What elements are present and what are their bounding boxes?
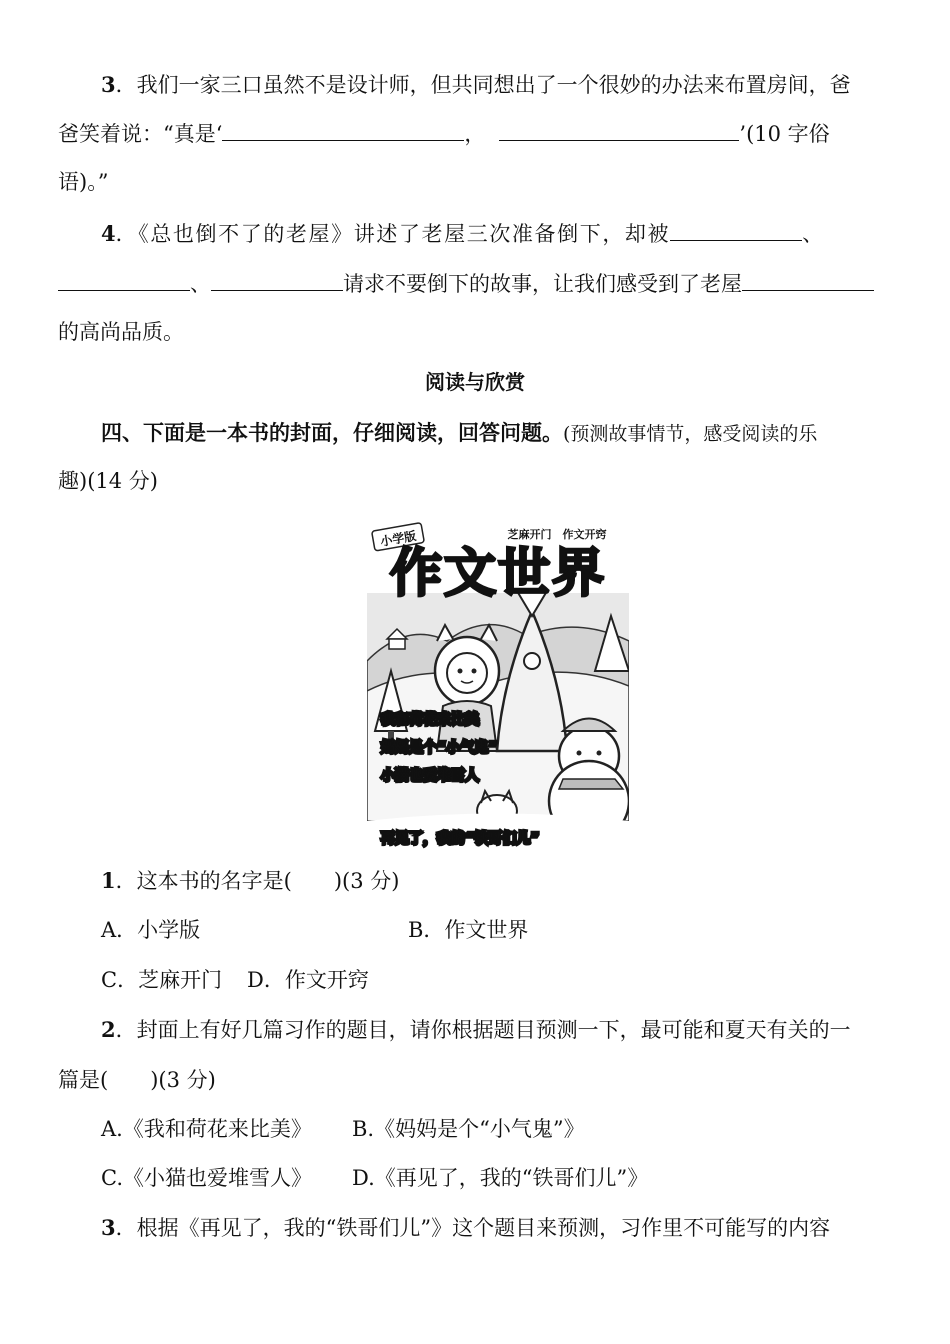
r2-question-line-2: 篇是( )(3 分) (58, 1068, 216, 1092)
r3-question-line-1: 3．根据《再见了，我的“铁哥们儿”》这个题目来预测，习作里不可能写的内容 (101, 1215, 831, 1240)
cover-slogan: 芝麻开门 作文开窍 (507, 528, 607, 541)
cover-article-title-4: 再见了，我的“铁哥们儿” (381, 831, 540, 847)
q4-blank-3[interactable] (211, 268, 343, 291)
r2-option-a[interactable]: A.《我和荷花来比美》 (101, 1117, 312, 1141)
book-cover-image (367, 521, 629, 851)
book-cover-illustration (367, 521, 629, 851)
q3-blank-2[interactable] (499, 118, 739, 141)
r1-question: 1．这本书的名字是( )(3 分) (101, 868, 400, 893)
cover-title: 作文世界 (389, 544, 607, 604)
cover-article-title-2: 妈妈是个“小气鬼” (381, 740, 498, 756)
r2-option-b[interactable]: B.《妈妈是个“小气鬼”》 (352, 1117, 585, 1141)
q3-number: 3 (101, 72, 116, 97)
q4-number: 4 (101, 221, 116, 246)
r2-option-c[interactable]: C.《小猫也爱堆雪人》 (101, 1166, 312, 1190)
r1-option-d[interactable]: D．作文开窍 (247, 968, 369, 992)
r2-option-d[interactable]: D.《再见了，我的“铁哥们儿”》 (352, 1166, 649, 1190)
r1-option-b[interactable]: B．作文世界 (408, 918, 529, 942)
q4-line-3: 的高尚品质。 (58, 320, 184, 344)
q4-line-1: 4．《总也倒不了的老屋》讲述了老屋三次准备倒下，却被 、 (101, 218, 823, 249)
part4-line-2: 趣)(14 分) (58, 469, 158, 493)
r1-option-c[interactable]: C．芝麻开门 (101, 968, 223, 992)
q4-blank-4[interactable] (742, 268, 874, 291)
r2-question-line-1: 2．封面上有好几篇习作的题目，请你根据题目预测一下，最可能和夏天有关的一 (101, 1017, 851, 1042)
q4-blank-1[interactable] (670, 218, 802, 241)
section-title: 阅读与欣赏 (425, 370, 525, 394)
q4-blank-2[interactable] (58, 268, 190, 291)
q3-line-3: 语)。” (58, 170, 109, 194)
q4-line-2: 、 请求不要倒下的故事，让我们感受到了老屋 (58, 268, 874, 299)
cover-article-title-3: 小猫也爱堆雪人 (381, 768, 479, 784)
cover-article-title-1: 我和荷花来比美 (381, 712, 479, 728)
q3-line-1: 3．我们一家三口虽然不是设计师，但共同想出了一个很妙的办法来布置房间，爸 (101, 72, 851, 97)
q3-blank-1[interactable] (222, 118, 464, 141)
cover-edition-label: 小学版 (379, 528, 418, 549)
part4-line-1: 四、下面是一本书的封面，仔细阅读，回答问题。(预测故事情节，感受阅读的乐 (101, 420, 818, 445)
r1-option-a[interactable]: A．小学版 (101, 918, 201, 942)
q3-line-2: 爸笑着说：“真是‘ ， ’(10 字俗 (58, 118, 830, 149)
